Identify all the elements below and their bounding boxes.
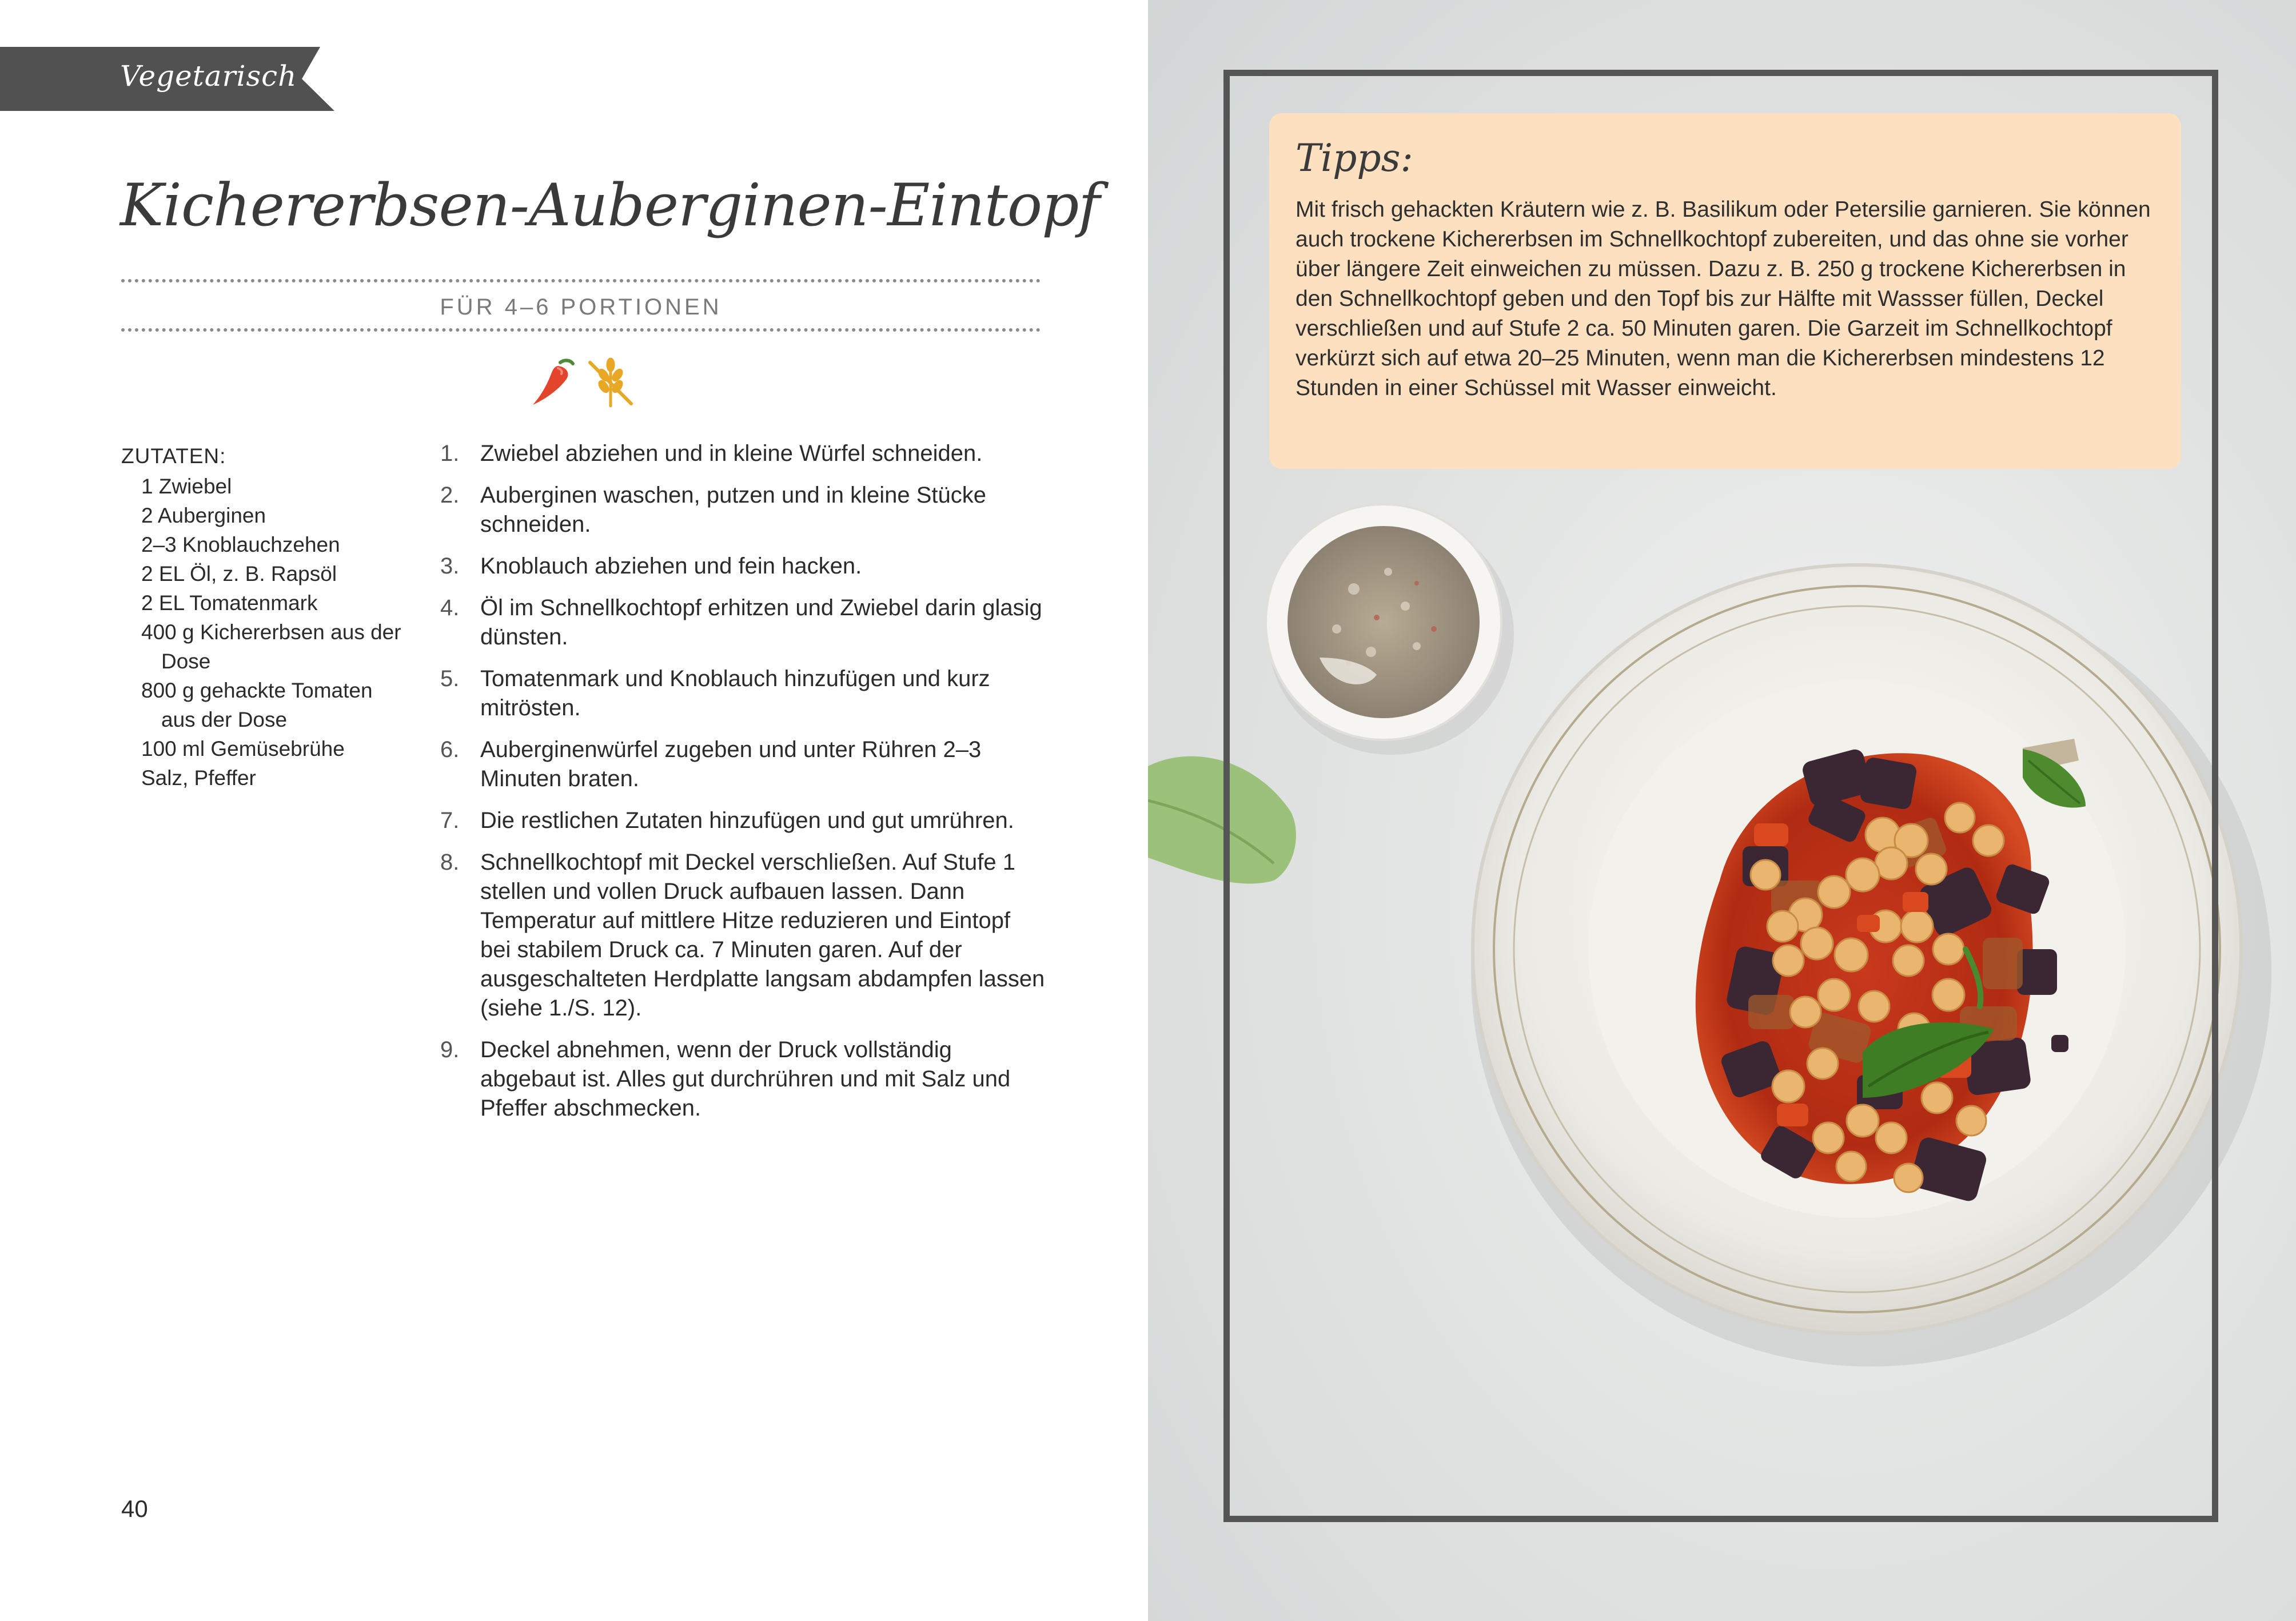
step-item [435, 806, 1046, 835]
diet-icons [525, 355, 639, 412]
step-text: Öl im Schnellkochtopf erhitzen und Zwiebel darin glasig dünsten. [480, 595, 1042, 650]
servings-label: FÜR 4–6 PORTIONEN [440, 294, 722, 320]
ingredient-item: 2 EL Tomatenmark [141, 591, 318, 615]
step-number: 2. [440, 483, 460, 508]
ingredient-list [121, 472, 407, 792]
ingredient-item: 800 g gehackte Tomaten aus der Dose [141, 679, 373, 731]
step-number: 5. [440, 666, 460, 691]
page-number: 40 [121, 1495, 148, 1522]
step-number: 8. [440, 850, 460, 875]
divider-top [121, 279, 1041, 282]
ingredient-item: 2–3 Knoblauchzehen [141, 533, 340, 556]
step-list [435, 439, 1046, 1123]
divider-bottom [121, 328, 1041, 332]
step-item [435, 481, 1046, 539]
step-number: 6. [440, 737, 460, 762]
step-text: Die restlichen Zutaten hinzufügen und gut umrühren. [480, 808, 1014, 833]
ingredient-item: 2 Auberginen [141, 504, 266, 527]
step-text: Deckel abnehmen, wenn der Druck vollständig abgebaut ist. Alles gut durchrühren und mit Salz und Pfeffer abschmecken. [480, 1037, 1011, 1121]
category-label: Vegetarisch [120, 59, 297, 93]
step-text: Knoblauch abziehen und fein hacken. [480, 553, 862, 579]
step-item [435, 552, 1046, 581]
step-text: Tomatenmark und Knoblauch hinzufügen und kurz mitrösten. [480, 666, 990, 720]
step-item [435, 594, 1046, 652]
step-number: 9. [440, 1037, 460, 1062]
step-number: 1. [440, 441, 460, 466]
recipe-title: Kichererbsen-Auberginen-Eintopf [120, 172, 1100, 240]
tips-box [1269, 113, 2181, 469]
step-item [435, 664, 1046, 723]
step-number: 3. [440, 553, 460, 579]
step-number: 4. [440, 595, 460, 620]
step-item [435, 735, 1046, 794]
chili-icon [525, 355, 579, 409]
step-text: Auberginenwürfel zugeben und unter Rühren 2–3 Minuten braten. [480, 737, 982, 791]
ingredient-item: 100 ml Gemüsebrühe [141, 737, 345, 760]
tips-text: Mit frisch gehackten Kräutern wie z. B. Basilikum oder Petersilie garnieren. Sie können auch trockene Kichererbsen im Schnellkochtopf zubereiten, und das ohne sie vorher über längere Zeit einweichen zu müssen. Dazu z. B. 250 g trockene Kichererbsen in den Schnellkochtopf geben und den Topf bis zur Hälfte mit Wassser füllen, Deckel verschließen und auf Stufe 2 ca. 50 Minuten garen. Die Garzeit im Schnellkochtopf verkürzt sich auf etwa 20–25 Minuten, wenn man die Kichererbsen mindestens 12 Stunden in einer Schüssel mit Wasser einweicht. [1296, 197, 2151, 400]
step-text: Schnellkochtopf mit Deckel verschließen. Auf Stufe 1 stellen und vollen Druck aufbauen lassen. Dann Temperatur auf mittlere Hitze reduzieren und Eintopf bei stabilem Druck ca. 7 Minuten garen. Auf der ausgeschalteten Herdplatte langsam abdampfen lassen (siehe 1./S. 12). [480, 850, 1045, 1021]
ingredients-header: ZUTATEN: [121, 444, 226, 468]
step-number: 7. [440, 808, 460, 833]
category-banner [0, 47, 334, 111]
step-text: Zwiebel abziehen und in kleine Würfel schneiden. [480, 441, 983, 466]
ingredient-item: 1 Zwiebel [141, 475, 232, 498]
ingredient-item: 400 g Kichererbsen aus der Dose [141, 620, 401, 673]
steps [435, 439, 1046, 1136]
step-text: Auberginen waschen, putzen und in kleine Stücke schneiden. [480, 483, 987, 537]
gluten-free-icon [583, 355, 637, 409]
step-item [435, 1035, 1046, 1123]
right-page [1148, 0, 2296, 1621]
ingredients [121, 441, 407, 792]
step-item [435, 848, 1046, 1023]
ingredient-item: Salz, Pfeffer [141, 766, 256, 790]
ingredient-item: 2 EL Öl, z. B. Rapsöl [141, 562, 337, 586]
tips-title: Tipps: [1296, 136, 1413, 180]
step-item [435, 439, 1046, 468]
